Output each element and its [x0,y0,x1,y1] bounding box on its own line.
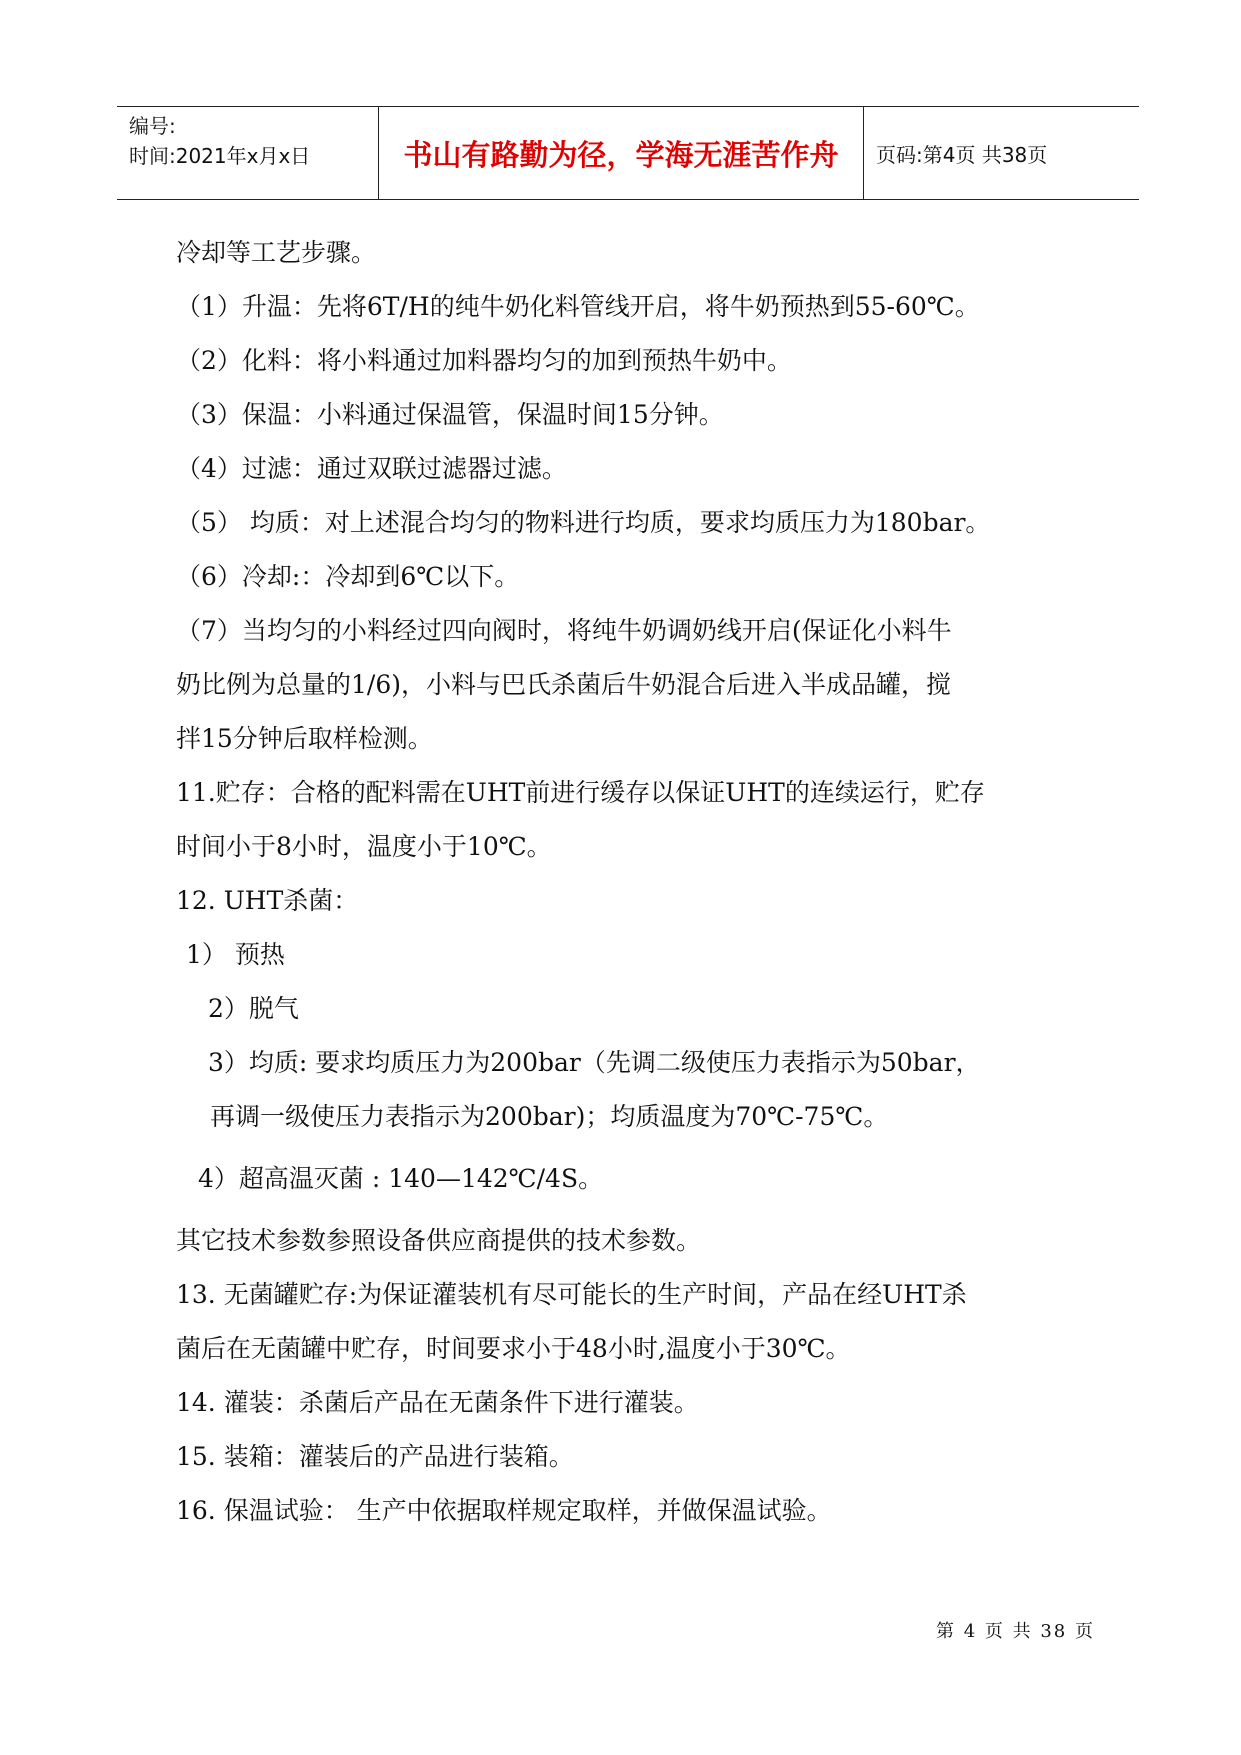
document-body [176,226,1096,1538]
text-line: 15. 装箱：灌装后的产品进行装箱。 [176,1442,574,1471]
page-header [117,106,1139,200]
document-date-label: 时间:2021年x月x日 [129,144,311,168]
text-line: 奶比例为总量的1/6)，小料与巴氏杀菌后牛奶混合后进入半成品罐，搅 [176,670,951,699]
text-line: 14. 灌装：杀菌后产品在无菌条件下进行灌装。 [176,1388,699,1417]
page-footer: 第 4 页 共 38 页 [936,1621,1095,1642]
text-line: 3）均质: 要求均质压力为200bar（先调二级使压力表指示为50bar， [208,1048,981,1077]
text-line: （5） 均质：对上述混合均匀的物料进行均质，要求均质压力为180bar。 [176,508,991,537]
text-line: 1） 预热 [186,940,285,969]
text-line: 12. UHT杀菌： [176,886,359,915]
text-line: 再调一级使压力表指示为200bar)；均质温度为70℃-75℃。 [210,1102,889,1131]
document-number-label: 编号: [129,114,176,138]
header-left-cell [117,107,379,199]
text-line: 4）超高温灭菌 : 140—142℃/4S。 [198,1164,604,1193]
text-line: 其它技术参数参照设备供应商提供的技术参数。 [176,1226,702,1255]
text-line: （1）升温：先将6T/H的纯牛奶化料管线开启，将牛奶预热到55-60℃。 [176,292,980,321]
text-line: 13. 无菌罐贮存:为保证灌装机有尽可能长的生产时间，产品在经UHT杀 [176,1280,967,1309]
text-line: （6）冷却:：冷却到6℃以下。 [176,562,520,591]
text-line: 菌后在无菌罐中贮存，时间要求小于48小时,温度小于30℃。 [176,1334,851,1363]
text-line: 11.贮存：合格的配料需在UHT前进行缓存以保证UHT的连续运行，贮存 [176,778,985,807]
header-motto: 书山有路勤为径，学海无涯苦作舟 [379,107,864,199]
text-line: （3）保温：小料通过保温管，保温时间15分钟。 [176,400,724,429]
text-line: （7）当均匀的小料经过四向阀时，将纯牛奶调奶线开启(保证化小料牛 [176,616,952,645]
text-line: 时间小于8小时，温度小于10℃。 [176,832,552,861]
header-page-label: 页码:第4页 共38页 [876,142,1048,167]
text-line: 拌15分钟后取样检测。 [176,724,433,753]
text-line: （2）化料：将小料通过加料器均匀的加到预热牛奶中。 [176,346,792,375]
text-line: 2）脱气 [208,994,299,1023]
text-line: 16. 保温试验： 生产中依据取样规定取样，并做保温试验。 [176,1496,832,1525]
text-line: （4）过滤：通过双联过滤器过滤。 [176,454,567,483]
text-line: 冷却等工艺步骤。 [176,238,377,267]
